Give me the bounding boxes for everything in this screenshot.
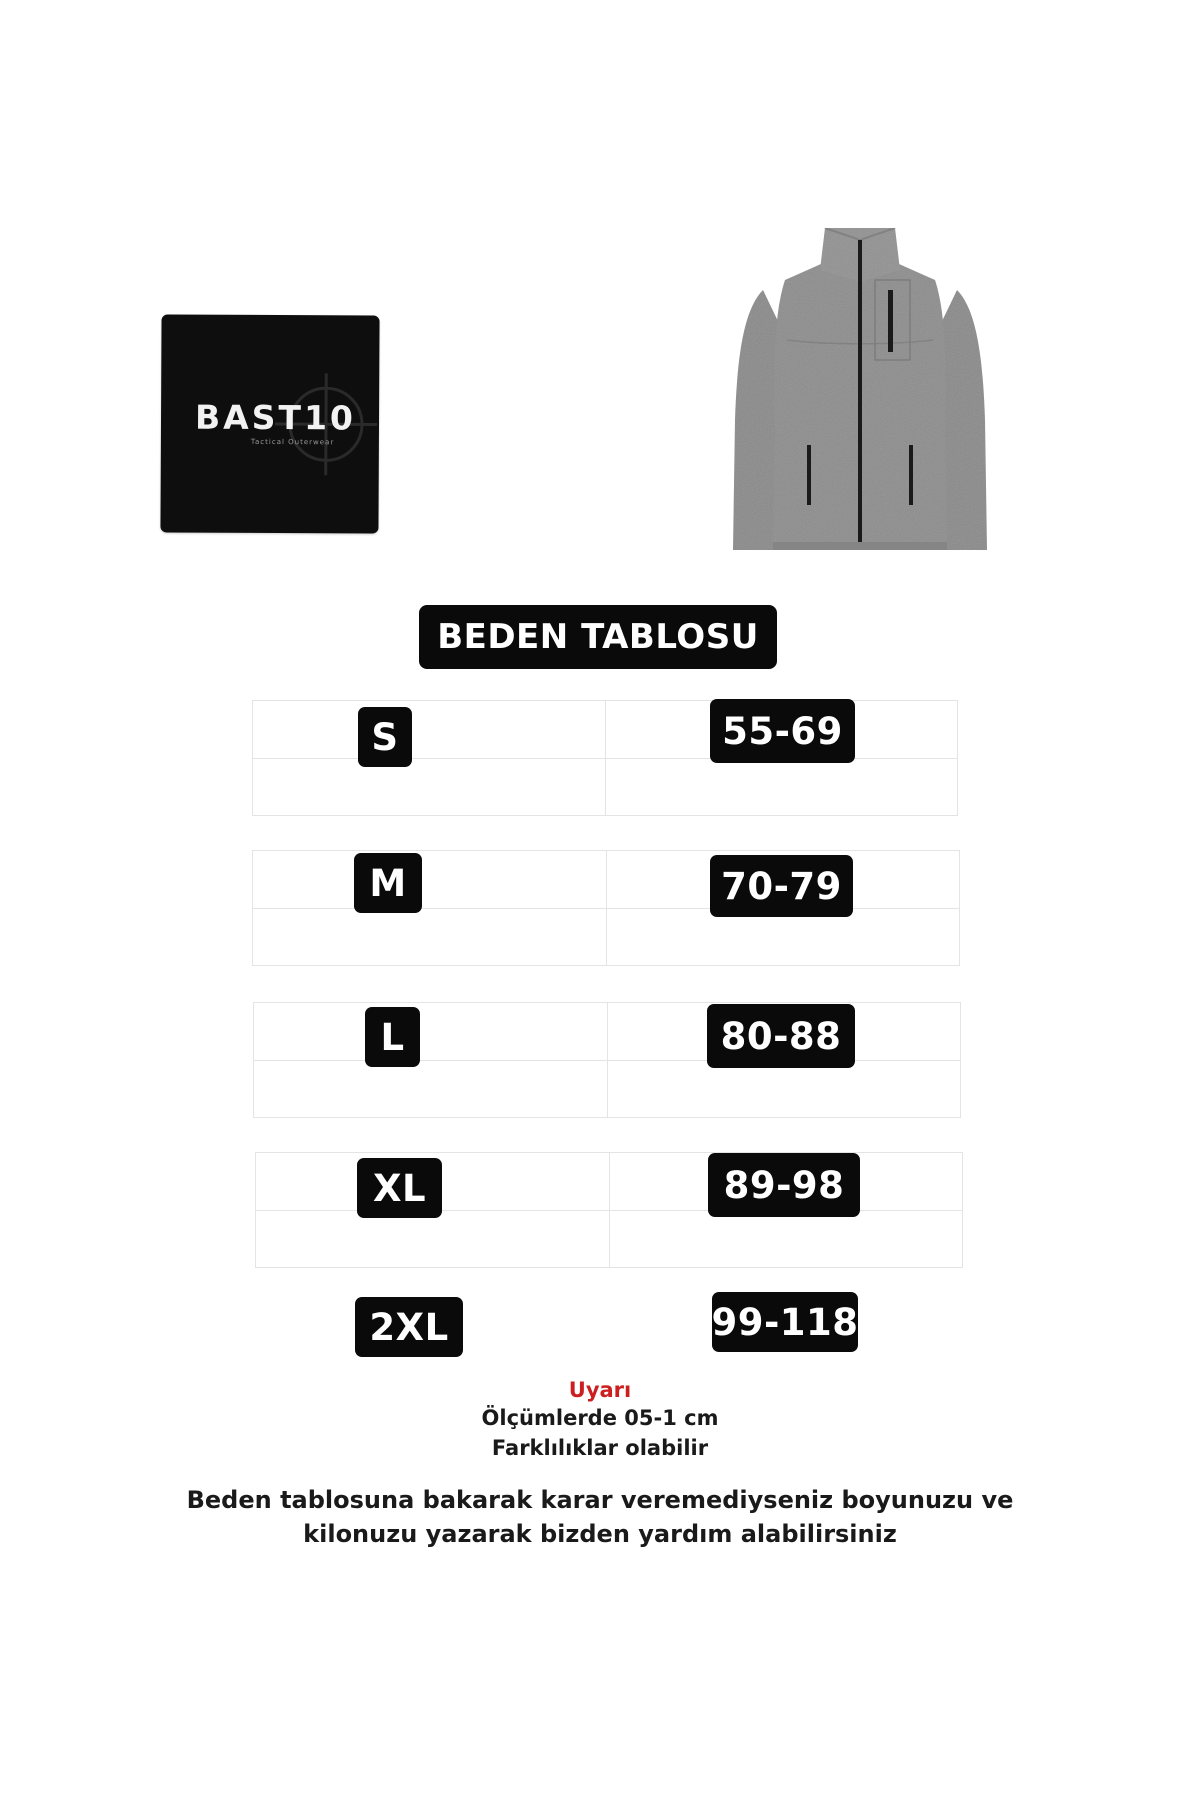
page-title: BEDEN TABLOSU <box>419 605 777 669</box>
size-range-xl: 89-98 <box>708 1153 860 1217</box>
warning-line-2: Farklılıklar olabilir <box>491 1436 709 1460</box>
brand-logo <box>160 314 379 533</box>
fleece-jacket-icon <box>725 220 995 560</box>
size-range-l: 80-88 <box>707 1004 855 1068</box>
size-label-m: M <box>354 853 422 913</box>
size-range-m: 70-79 <box>710 855 853 917</box>
size-label-2xl: 2XL <box>355 1297 463 1357</box>
brand-name: BAST10 <box>194 397 357 438</box>
help-text-line-2: kilonuzu yazarak bizden yardım alabilirsiniz <box>303 1520 897 1548</box>
size-label-l: L <box>365 1007 420 1067</box>
warning-line-1: Ölçümlerde 05-1 cm <box>481 1406 719 1430</box>
size-label-xl: XL <box>357 1158 442 1218</box>
size-range-2xl: 99-118 <box>712 1292 858 1352</box>
help-text-line-1: Beden tablosuna bakarak karar veremediyseniz boyunuzu ve <box>186 1486 1014 1514</box>
size-label-s: S <box>358 707 412 767</box>
warning-title: Uyarı <box>568 1378 632 1402</box>
size-range-s: 55-69 <box>710 699 855 763</box>
brand-tagline: Tactical Outerwear <box>250 437 335 447</box>
